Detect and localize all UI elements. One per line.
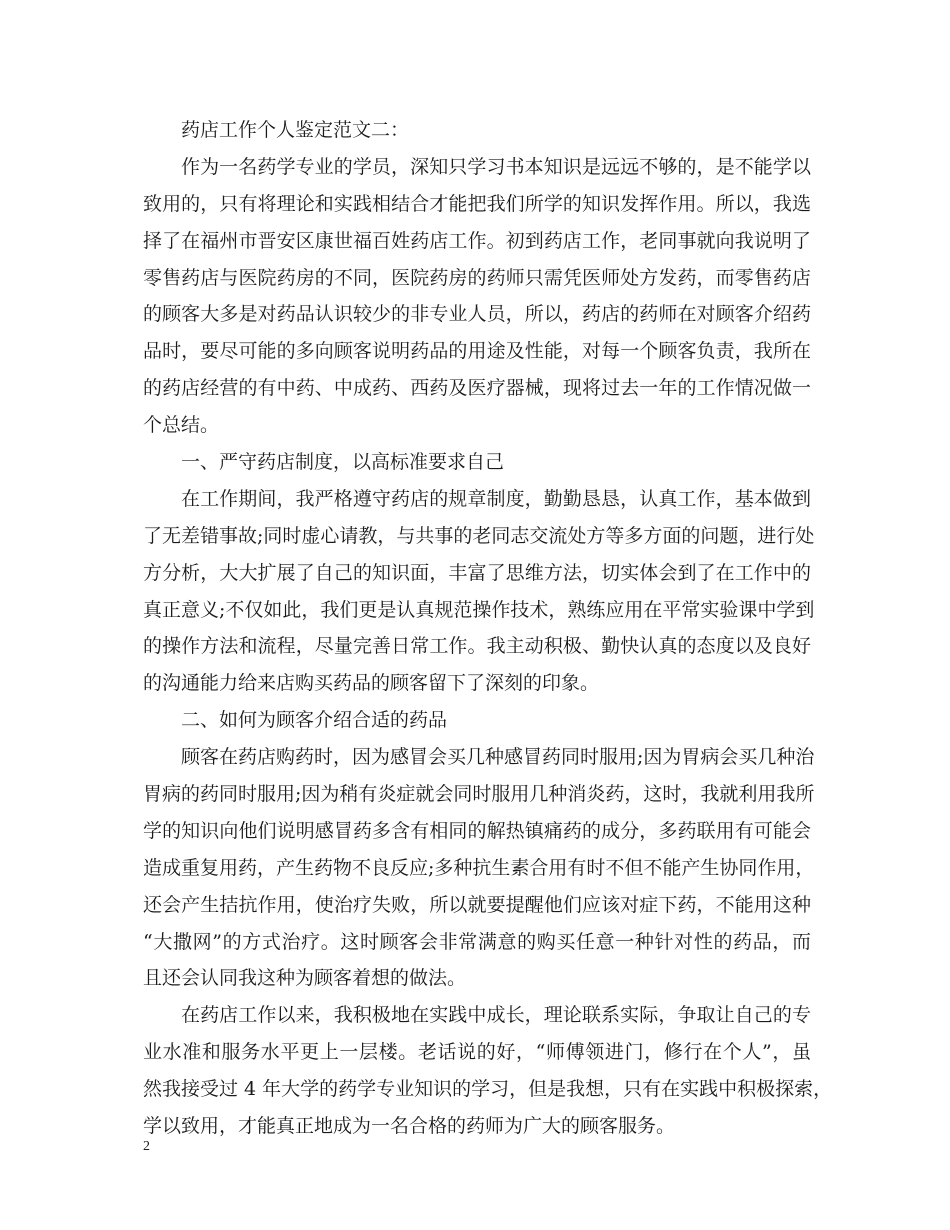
text-line: 药店工作个人鉴定范文二： <box>181 119 410 141</box>
text-line: 造成重复用药，产生药物不良反应;多种抗生素合用有时不但不能产生协同作用， <box>143 856 815 879</box>
text-line: 的沟通能力给来店购买药品的顾客留下了深刻的印象。 <box>143 672 600 695</box>
paragraph <box>143 739 815 997</box>
text-line: 品时，要尽可能的多向顾客说明药品的用途及性能，对每一个顾客负责，我所在 <box>143 340 811 363</box>
text-line: 然我接受过 4 年大学的药学专业知识的学习，但是我想，只有在实践中积极探索， <box>143 1078 833 1101</box>
paragraph <box>143 149 811 444</box>
text-line: 业水准和服务水平更上一层楼。老话说的好，“师傅领进门，修行在个人”，虽 <box>143 1041 811 1064</box>
text-line: 学以致用，才能真正地成为一名合格的药师为广大的顾客服务。 <box>143 1115 676 1138</box>
text-line: 的顾客大多是对药品认识较少的非专业人员，所以，药店的药师在对顾客介绍药 <box>143 303 811 326</box>
text-line: 致用的，只有将理论和实践相结合才能把我们所学的知识发挥作用。所以，我选 <box>143 192 811 215</box>
text-line: 顾客在药店购药时，因为感冒会买几种感冒药同时服用;因为胃病会买几种治 <box>181 746 815 769</box>
paragraph <box>143 997 833 1145</box>
paragraph <box>143 481 815 702</box>
text-line: 学的知识向他们说明感冒药多含有相同的解热镇痛药的成分，多药联用有可能会 <box>143 819 811 842</box>
page-number: 2 <box>143 1139 150 1154</box>
text-line: 还会产生拮抗作用，使治疗失败，所以就要提醒他们应该对症下药，不能用这种 <box>143 893 811 916</box>
text-line: 在药店工作以来，我积极地在实践中成长，理论联系实际，争取让自己的专 <box>181 1004 811 1027</box>
text-line: “大撒网”的方式治疗。这时顾客会非常满意的购买任意一种针对性的药品，而 <box>143 930 811 953</box>
text-line: 择了在福州市晋安区康世福百姓药店工作。初到药店工作，老同事就向我说明了 <box>143 229 811 252</box>
text-line: 一、严守药店制度，以高标准要求自己 <box>181 451 505 474</box>
document-body <box>143 112 833 1145</box>
text-line: 真正意义;不仅如此，我们更是认真规范操作技术，熟练应用在平常实验课中学到 <box>143 598 815 621</box>
text-line: 方分析，大大扩展了自己的知识面，丰富了思维方法，切实体会到了在工作中的 <box>143 561 811 584</box>
text-line: 作为一名药学专业的学员，深知只学习书本知识是远远不够的，是不能学以 <box>181 155 811 178</box>
text-line: 的药店经营的有中药、中成药、西药及医疗器械，现将过去一年的工作情况做一 <box>143 377 811 400</box>
text-line: 胃病的药同时服用;因为稍有炎症就会同时服用几种消炎药，这时，我就利用我所 <box>143 783 815 806</box>
section-title <box>143 112 811 149</box>
text-line: 零售药店与医院药房的不同，医院药房的药师只需凭医师处方发药，而零售药店 <box>143 266 811 289</box>
text-line: 且还会认同我这种为顾客着想的做法。 <box>143 967 467 990</box>
text-line: 个总结。 <box>143 414 220 437</box>
section-heading <box>143 444 811 481</box>
section-heading <box>143 702 811 739</box>
text-line: 的操作方法和流程，尽量完善日常工作。我主动积极、勤快认真的态度以及良好 <box>143 635 811 658</box>
text-line: 二、如何为顾客介绍合适的药品 <box>181 709 448 732</box>
text-line: 在工作期间，我严格遵守药店的规章制度，勤勤恳恳，认真工作，基本做到 <box>181 487 811 510</box>
text-line: 了无差错事故;同时虚心请教，与共事的老同志交流处方等多方面的问题，进行处 <box>143 524 815 547</box>
